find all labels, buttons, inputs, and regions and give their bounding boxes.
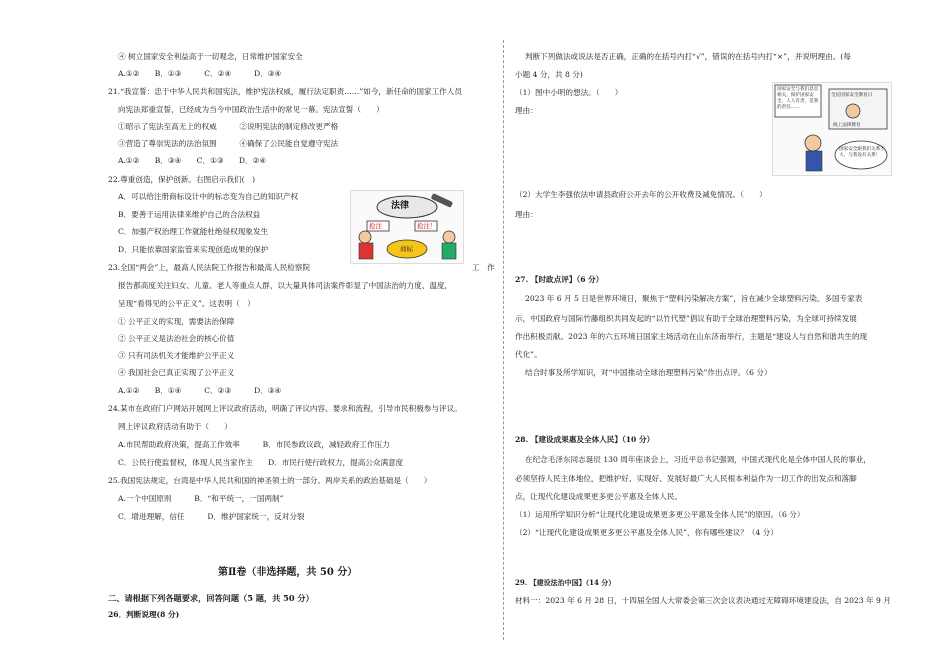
question-24-ab: A.市民帮助政府决策，提高工作效率 B．市民参政议政，减轻政府工作压力 [118,440,390,449]
question-22-a: A．可以给注册商标设计中的标志变为自己的知识产权 [118,192,299,201]
question-26: 26．判断说理(8 分) [108,610,180,619]
q27-para2: 示，中国政府与国际竹藤组织共同发起的“以竹代塑”倡议有助于全球治理塑料污染，为全球可持续发展 [515,314,857,323]
instruction-line1: 判断下列做法或说法是否正确，正确的在括号内打“√”，错误的在括号内打“×”，并说明理由。(每 [525,52,851,61]
question-23-opt4: ④ 我国社会已真正实现了公平正义 [118,368,235,377]
question-23-opt1: ① 公平正义的实现，需要法治保障 [118,317,235,326]
q27-para1: 2023 年 6 月 5 日是世界环境日，聚焦于“塑料污染解决方案”，旨在减少全球塑料污染。多国专家表 [525,294,863,303]
reason-label-1: 理由： [515,106,538,115]
question-21-answers: A.①② B．③④ C．①③ D．②④ [118,156,267,165]
question-22: 22.尊重创造，保护创新。右图启示我们( ) [108,175,256,184]
trademark-cartoon [350,190,464,264]
part-two-heading: 第Ⅱ卷（非选择题，共 50 分） [218,567,358,578]
question-28: 28. 【建设成果惠及全体人民】（10 分） [515,435,655,444]
subquestion-1: （1）图中小明的想法。（ ） [515,88,623,97]
question-21-options-1: ①昭示了宪法至高无上的权威 ②说明宪法的制定修改更严格 [118,122,339,131]
question-21-line2: 向宪法郑重宣誓，已经成为当今中国政治生活中的常见一幕。宪法宣誓（ ） [118,105,384,114]
answer-options: A.①② B．①③ C．②④ D．③④ [118,69,282,78]
question-23-opt3: ③ 只有司法机关才能维护公平正义 [118,351,235,360]
trademark-label: 商标 [400,245,413,253]
question-22-b: B．要善于运用法律来维护自己的合法权益 [118,210,261,219]
speech-bubble: 国家安全跟我们关系不大，与我没有关系！ [839,147,885,158]
column-divider [503,40,504,640]
question-25-cd: C．增进理解，信任 D．维护国家统一，反对分裂 [118,512,305,521]
q28-para1: 在纪念毛泽东同志诞辰 130 周年座谈会上，习近平总书记强调，中国式现代化是全体中国人民的事业， [525,455,871,464]
instruction-line2: 小题 4 分，共 8 分) [515,70,583,79]
question-23-opt2: ② 公平正义是法治社会的核心价值 [118,334,235,343]
q27-para3: 作出积极贡献。2023 年的六五环境日国家主场活动在山东济南举行，主题是“建设人与自然和谐共生的现 [515,332,868,341]
section-two-heading: 二、请根据下列各题要求，回答问题（5 题，共 50 分） [108,593,314,603]
tag-left: 抢注 [369,222,382,230]
board-title: 全民国家安全教育日 [831,93,873,98]
question-21-options-2: ③营造了尊崇宪法的法治氛围 ④确保了公民能自觉遵守宪法 [118,139,339,148]
option-line: ④ 树立国家安全利益高于一切观念，日常维护国家安全 [118,52,303,61]
question-25: 25.我国宪法规定，台湾是中华人民共和国的神圣领土的一部分。两岸关系的政治基础是（ ） [108,476,432,485]
subquestion-2: （2）大学生李强依法申请县政府公开去年的公开收费及减免情况。（ ） [515,190,767,199]
q27-task: 结合时事及所学知识，对“中国推动全球治理塑料污染”作出点评。（6 分） [525,368,772,377]
security-bubble: 国家安全与我们息息相关，保护国家安全，人人有责，是我的责任…… [777,87,819,110]
question-23: 23.全国“两会”上，最高人民法院工作报告和最高人民检察院 [108,263,311,272]
q27-para4: 代化”。 [515,350,542,359]
question-25-ab: A.一个中国原则 B．“和平统一，一国两制” [118,494,284,503]
question-23-line2: 报告都高度关注妇女、儿童、老人等重点人群，以大量具体司法案件彰显了中国法治的力度、温度， [118,281,453,290]
board-subtitle: 线上法律教育 [833,123,861,128]
question-24-cd: C．公民行使监督权，体现人民当家作主 D．市民行使行政权力，提高公众满意度 [118,458,404,467]
question-24: 24.某市在政府门户网站开展网上评议政府活动，明确了评议内容、要求和流程，引导市民积极参与评议。 [108,404,462,413]
question-23-tail: 工 作 [472,263,495,272]
question-27: 27. 【时政点评】（6 分） [515,275,604,284]
q29-material1: 材料一：2023 年 6 月 28 日，十四届全国人大常委会第三次会议表决通过无障碍环境建设法，自 2023 年 9 月 [515,596,891,605]
question-21: 21.“我宣誓：忠于中华人民共和国宪法，维护宪法权威，履行法定职责……”如今，新任命的国家工作人员 [108,87,462,96]
question-22-d: D．只能依靠国家监管来实现创造成果的保护 [118,245,269,254]
q28-task2: （2）“让现代化建设成果更多更公平惠及全体人民”，你有哪些建议？（4 分） [515,528,778,537]
law-label: 法律 [391,201,410,211]
q28-para2: 必须坚持人民主体地位，把维护好、实现好、发展好最广大人民根本利益作为一切工作的出发点和落脚 [515,474,857,483]
tag-right: 抢注！ [417,222,437,230]
question-23-answers: A.①② B．①④ C．②③ D．③④ [118,386,282,395]
question-24-line2: 网上评议政府活动有助于（ ） [118,422,232,431]
q28-task1: （1）运用所学知识分析“让现代化建设成果更多更公平惠及全体人民”的原因。（6 分） [515,510,805,519]
question-23-line3: 呈现“看得见的公平正义”。这表明（ ） [118,299,255,308]
q28-para3: 点，让现代化建设成果更多更公平惠及全体人民。 [515,492,683,501]
question-22-c: C．加强产权治理工作就能杜绝侵权现象发生 [118,227,269,236]
security-cartoon [772,82,892,176]
reason-label-2: 理由： [515,210,538,219]
question-29: 29. 【建设法治中国】（14 分） [515,578,616,587]
